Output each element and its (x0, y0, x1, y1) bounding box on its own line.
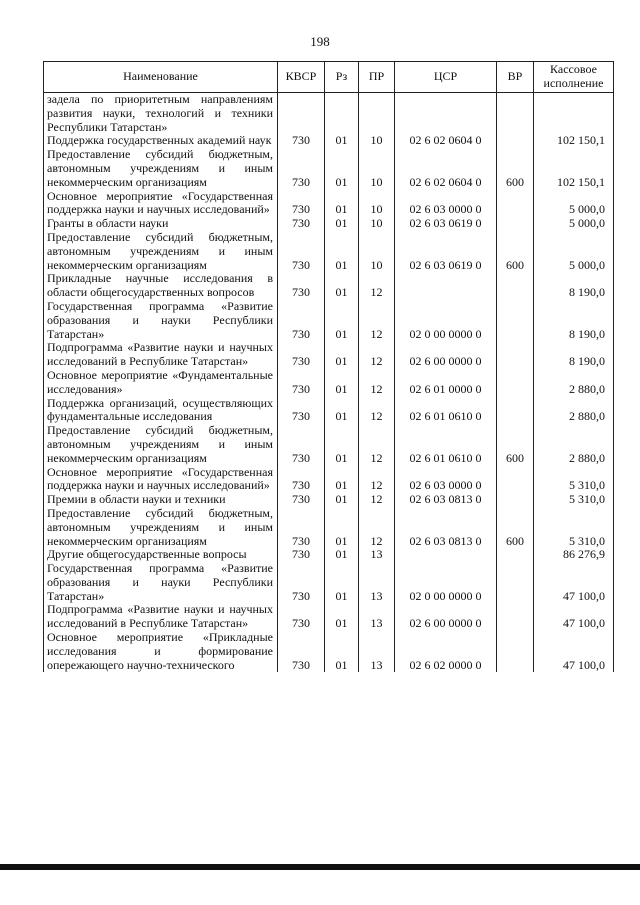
cell-kvsr: 730 (278, 562, 325, 603)
cell-name: Государственная программа «Развитие образования и науки Республики Татарстан» (44, 562, 278, 603)
cell-csr: 02 6 03 0813 0 (395, 507, 497, 548)
cell-amount: 102 150,1 (534, 134, 614, 148)
cell-vr (497, 190, 534, 218)
cell-csr (395, 93, 497, 135)
cell-pr: 12 (359, 466, 395, 494)
cell-name: Подпрограмма «Развитие науки и научных исследований в Республике Татарстан» (44, 603, 278, 631)
cell-csr (395, 272, 497, 300)
cell-csr: 02 6 02 0604 0 (395, 134, 497, 148)
cell-name: Прикладные научные исследования в области общегосударственных вопросов (44, 272, 278, 300)
cell-pr: 13 (359, 548, 395, 562)
table-row (44, 369, 614, 397)
table-row (44, 466, 614, 494)
header-vr: ВР (497, 62, 534, 93)
cell-csr: 02 6 03 0000 0 (395, 190, 497, 218)
cell-amount: 5 310,0 (534, 493, 614, 507)
header-name: Наименование (44, 62, 278, 93)
table-row (44, 190, 614, 218)
cell-name: Поддержка государственных академий наук (44, 134, 278, 148)
table-row (44, 93, 614, 135)
cell-pr: 10 (359, 148, 395, 189)
cell-rz: 01 (325, 190, 359, 218)
cell-pr: 12 (359, 300, 395, 341)
cell-amount: 47 100,0 (534, 631, 614, 672)
cell-rz: 01 (325, 548, 359, 562)
cell-amount: 8 190,0 (534, 272, 614, 300)
table-body (44, 93, 614, 673)
cell-csr: 02 0 00 0000 0 (395, 300, 497, 341)
cell-csr: 02 6 00 0000 0 (395, 603, 497, 631)
cell-amount: 2 880,0 (534, 424, 614, 465)
cell-csr: 02 6 03 0619 0 (395, 217, 497, 231)
cell-pr: 12 (359, 397, 395, 425)
cell-rz: 01 (325, 369, 359, 397)
cell-amount: 5 000,0 (534, 190, 614, 218)
cell-vr: 600 (497, 507, 534, 548)
cell-vr (497, 603, 534, 631)
cell-pr: 12 (359, 507, 395, 548)
cell-rz: 01 (325, 341, 359, 369)
cell-rz: 01 (325, 424, 359, 465)
cell-pr: 12 (359, 341, 395, 369)
cell-kvsr (278, 93, 325, 135)
table-row (44, 217, 614, 231)
cell-pr (359, 93, 395, 135)
cell-kvsr: 730 (278, 341, 325, 369)
table-row (44, 631, 614, 672)
cell-amount: 86 276,9 (534, 548, 614, 562)
cell-csr: 02 6 01 0000 0 (395, 369, 497, 397)
cell-name: Основное мероприятие «Государственная поддержка науки и научных исследований» (44, 190, 278, 218)
cell-rz: 01 (325, 148, 359, 189)
cell-rz: 01 (325, 397, 359, 425)
cell-amount: 5 310,0 (534, 466, 614, 494)
cell-csr: 02 6 01 0610 0 (395, 424, 497, 465)
table-row (44, 493, 614, 507)
cell-pr: 13 (359, 631, 395, 672)
cell-kvsr: 730 (278, 466, 325, 494)
cell-vr (497, 300, 534, 341)
cell-amount: 2 880,0 (534, 397, 614, 425)
cell-pr: 10 (359, 134, 395, 148)
cell-csr: 02 6 02 0000 0 (395, 631, 497, 672)
cell-pr: 12 (359, 272, 395, 300)
cell-name: Гранты в области науки (44, 217, 278, 231)
cell-amount: 5 000,0 (534, 231, 614, 272)
page-number: 198 (310, 34, 330, 49)
cell-amount: 5 000,0 (534, 217, 614, 231)
table-row (44, 341, 614, 369)
cell-csr: 02 6 01 0610 0 (395, 397, 497, 425)
cell-amount: 8 190,0 (534, 300, 614, 341)
table-row (44, 231, 614, 272)
cell-rz: 01 (325, 603, 359, 631)
cell-name: Основное мероприятие «Государственная поддержка науки и научных исследований» (44, 466, 278, 494)
table-row (44, 548, 614, 562)
cell-csr: 02 6 02 0604 0 (395, 148, 497, 189)
table-row (44, 272, 614, 300)
cell-csr: 02 6 03 0000 0 (395, 466, 497, 494)
table-row (44, 134, 614, 148)
table-row (44, 424, 614, 465)
cell-csr: 02 6 03 0619 0 (395, 231, 497, 272)
cell-name: Предоставление субсидий бюджетным, автономным учреждениям и иным некоммерческим организациям (44, 148, 278, 189)
cell-rz (325, 93, 359, 135)
cell-rz: 01 (325, 272, 359, 300)
cell-vr (497, 369, 534, 397)
cell-pr: 12 (359, 424, 395, 465)
cell-name: Премии в области науки и техники (44, 493, 278, 507)
cell-kvsr: 730 (278, 631, 325, 672)
cell-amount: 5 310,0 (534, 507, 614, 548)
cell-pr: 13 (359, 562, 395, 603)
cell-pr: 10 (359, 190, 395, 218)
cell-amount: 2 880,0 (534, 369, 614, 397)
cell-name: Основное мероприятие «Фундаментальные исследования» (44, 369, 278, 397)
cell-vr: 600 (497, 424, 534, 465)
cell-kvsr: 730 (278, 217, 325, 231)
cell-name: Поддержка организаций, осуществляющих фундаментальные исследования (44, 397, 278, 425)
budget-table (43, 61, 614, 672)
cell-kvsr: 730 (278, 548, 325, 562)
table-row (44, 148, 614, 189)
cell-vr (497, 217, 534, 231)
cell-rz: 01 (325, 466, 359, 494)
cell-kvsr: 730 (278, 148, 325, 189)
cell-name: задела по приоритетным направлениям развития науки, технологий и техники Республики Татарстан» (44, 93, 278, 135)
cell-csr: 02 6 03 0813 0 (395, 493, 497, 507)
cell-kvsr: 730 (278, 272, 325, 300)
cell-vr (497, 493, 534, 507)
cell-vr (497, 466, 534, 494)
cell-vr (497, 397, 534, 425)
table-header-row (44, 62, 614, 93)
cell-name: Другие общегосударственные вопросы (44, 548, 278, 562)
header-rz: Рз (325, 62, 359, 93)
cell-pr: 13 (359, 603, 395, 631)
cell-pr: 10 (359, 231, 395, 272)
cell-vr (497, 341, 534, 369)
cell-rz: 01 (325, 493, 359, 507)
cell-kvsr: 730 (278, 424, 325, 465)
cell-rz: 01 (325, 300, 359, 341)
cell-name: Предоставление субсидий бюджетным, автономным учреждениям и иным некоммерческим организациям (44, 231, 278, 272)
cell-pr: 12 (359, 369, 395, 397)
scan-edge (0, 864, 640, 870)
table-row (44, 397, 614, 425)
cell-vr (497, 93, 534, 135)
table-row (44, 507, 614, 548)
cell-vr (497, 548, 534, 562)
header-kvsr: КВСР (278, 62, 325, 93)
cell-name: Основное мероприятие «Прикладные исследования и формирование опережающего научно-технического (44, 631, 278, 672)
cell-rz: 01 (325, 134, 359, 148)
header-amount: Кассовое исполнение (534, 62, 614, 93)
cell-kvsr: 730 (278, 507, 325, 548)
table-row (44, 562, 614, 603)
cell-csr (395, 548, 497, 562)
cell-vr (497, 272, 534, 300)
cell-kvsr: 730 (278, 231, 325, 272)
cell-name: Предоставление субсидий бюджетным, автономным учреждениям и иным некоммерческим организациям (44, 424, 278, 465)
cell-vr: 600 (497, 231, 534, 272)
cell-vr (497, 562, 534, 603)
cell-rz: 01 (325, 562, 359, 603)
table-row (44, 300, 614, 341)
cell-kvsr: 730 (278, 190, 325, 218)
cell-rz: 01 (325, 507, 359, 548)
header-pr: ПР (359, 62, 395, 93)
cell-amount: 8 190,0 (534, 341, 614, 369)
cell-amount: 47 100,0 (534, 562, 614, 603)
cell-vr (497, 631, 534, 672)
cell-amount: 47 100,0 (534, 603, 614, 631)
cell-kvsr: 730 (278, 397, 325, 425)
cell-kvsr: 730 (278, 603, 325, 631)
cell-vr: 600 (497, 148, 534, 189)
cell-csr: 02 6 00 0000 0 (395, 341, 497, 369)
cell-csr: 02 0 00 0000 0 (395, 562, 497, 603)
cell-rz: 01 (325, 231, 359, 272)
cell-rz: 01 (325, 217, 359, 231)
header-csr: ЦСР (395, 62, 497, 93)
cell-pr: 10 (359, 217, 395, 231)
cell-kvsr: 730 (278, 369, 325, 397)
cell-amount: 102 150,1 (534, 148, 614, 189)
cell-vr (497, 134, 534, 148)
cell-kvsr: 730 (278, 134, 325, 148)
cell-name: Государственная программа «Развитие образования и науки Республики Татарстан» (44, 300, 278, 341)
cell-rz: 01 (325, 631, 359, 672)
cell-name: Подпрограмма «Развитие науки и научных исследований в Республике Татарстан» (44, 341, 278, 369)
cell-amount (534, 93, 614, 135)
cell-kvsr: 730 (278, 300, 325, 341)
cell-name: Предоставление субсидий бюджетным, автономным учреждениям и иным некоммерческим организациям (44, 507, 278, 548)
cell-pr: 12 (359, 493, 395, 507)
cell-kvsr: 730 (278, 493, 325, 507)
table-row (44, 603, 614, 631)
